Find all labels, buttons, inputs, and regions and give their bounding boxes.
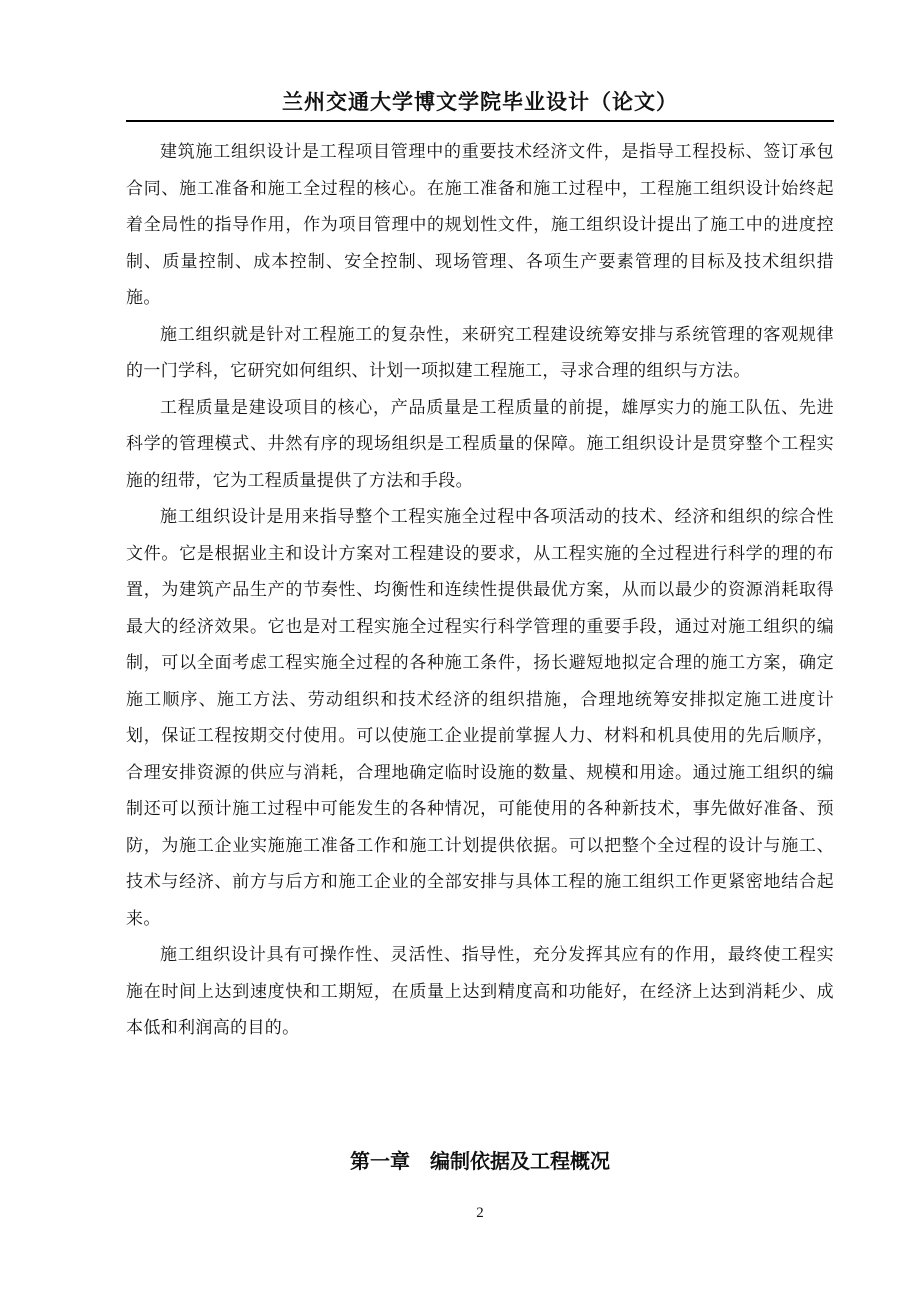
- page-header: [126, 88, 834, 122]
- body-text: [126, 134, 834, 1047]
- paragraph-4: 施工组织设计是用来指导整个工程实施全过程中各项活动的技术、经济和组织的综合性文件。它是根据业主和设计方案对工程建设的要求，从工程实施的全过程进行科学的理的布置，为建筑产品生产的节奏性、均衡性和连续性提供最优方案，从而以最少的资源消耗取得最大的经济效果。它也是对工程实施全过程实行科学管理的重要手段，通过对施工组织的编制，可以全面考虑工程实施全过程的各种施工条件，扬长避短地拟定合理的施工方案，确定施工顺序、施工方法、劳动组织和技术经济的组织措施，合理地统筹安排拟定施工进度计划，保证工程按期交付使用。可以使施工企业提前掌握人力、材料和机具使用的先后顺序，合理安排资源的供应与消耗，合理地确定临时设施的数量、规模和用途。通过施工组织的编制还可以预计施工过程中可能发生的各种情况，可能使用的各种新技术，事先做好准备、预防，为施工企业实施施工准备工作和施工计划提供依据。可以把整个全过程的设计与施工、技术与经济、前方与后方和施工企业的全部安排与具体工程的施工组织工作更紧密地结合起来。: [126, 507, 834, 929]
- chapter-heading: 第一章 编制依据及工程概况: [350, 1149, 610, 1173]
- paragraph-3: 工程质量是建设项目的核心，产品质量是工程质量的前提，雄厚实力的施工队伍、先进科学的管理模式、井然有序的现场组织是工程质量的保障。施工组织设计是贯穿整个工程实施的纽带，它为工程质量提供了方法和手段。: [126, 397, 834, 491]
- header-title: 兰州交通大学博文学院毕业设计（论文）: [282, 90, 678, 114]
- paragraph-1: 建筑施工组织设计是工程项目管理中的重要技术经济文件，是指导工程投标、签订承包合同、施工准备和施工全过程的核心。在施工准备和施工过程中，工程施工组织设计始终起着全局性的指导作用，作为项目管理中的规划性文件，施工组织设计提出了施工中的进度控制、质量控制、成本控制、安全控制、现场管理、各项生产要素管理的目标及技术组织措施。: [126, 142, 834, 308]
- paragraph-5: 施工组织设计具有可操作性、灵活性、指导性，充分发挥其应有的作用，最终使工程实施在时间上达到速度快和工期短，在质量上达到精度高和功能好，在经济上达到消耗少、成本低和利润高的目的。: [126, 945, 834, 1038]
- page-number: 2: [476, 1205, 484, 1221]
- paragraph-2: 施工组织就是针对工程施工的复杂性，来研究工程建设统筹安排与系统管理的客观规律的一门学科，它研究如何组织、计划一项拟建工程施工，寻求合理的组织与方法。: [126, 324, 834, 381]
